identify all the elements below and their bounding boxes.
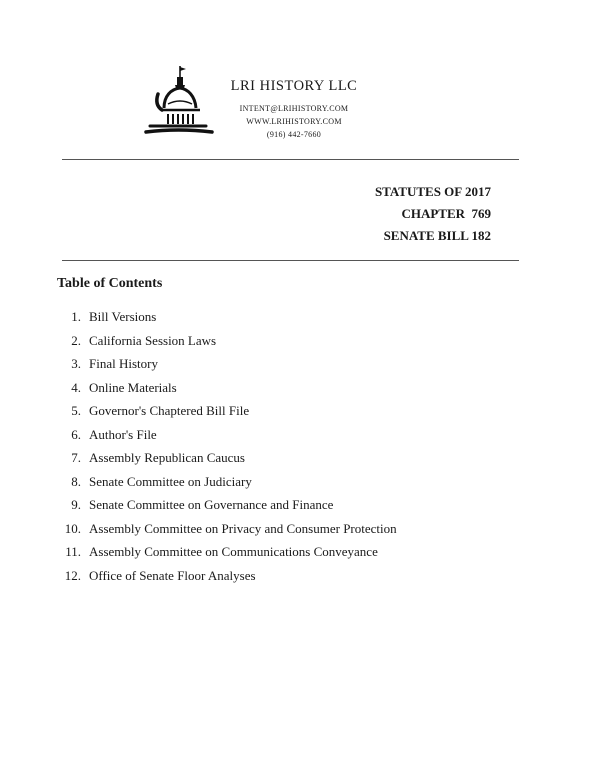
capitol-dome-logo — [142, 64, 214, 138]
toc-item-label: Governor's Chaptered Bill File — [89, 403, 250, 418]
toc-list — [56, 305, 397, 587]
toc-item-number: 8. — [71, 473, 81, 489]
toc-item-label: Final History — [89, 356, 158, 371]
toc-item-label: Online Materials — [89, 379, 177, 395]
statute-year: STATUTES OF 2017 — [374, 184, 491, 199]
toc-item-label: Assembly Committee on Privacy and Consumer Protection — [89, 520, 397, 536]
toc-item-number: 5. — [71, 403, 81, 418]
toc-title: Table of Contents — [57, 276, 163, 291]
bottom-divider — [62, 260, 519, 261]
toc-item[interactable] — [56, 517, 397, 541]
toc-item-label: California Session Laws — [89, 332, 217, 348]
toc-item-number: 4. — [71, 379, 81, 395]
toc-item-label: Senate Committee on Governance and Finance — [89, 497, 334, 512]
toc-item[interactable] — [56, 399, 397, 423]
toc-item-number: 7. — [71, 450, 81, 465]
toc-item-label: Senate Committee on Judiciary — [89, 473, 252, 489]
company-website: WWW.LRIHISTORY.COM — [246, 117, 342, 126]
toc-item-label: Office of Senate Floor Analyses — [89, 567, 256, 583]
toc-item[interactable] — [56, 423, 397, 447]
top-divider — [62, 159, 519, 160]
toc-item-label: Assembly Committee on Communications Conveyance — [89, 544, 378, 559]
toc-item-label: Assembly Republican Caucus — [89, 450, 245, 465]
company-info — [226, 78, 362, 141]
toc-item-number: 11. — [65, 544, 81, 559]
toc-item[interactable] — [56, 352, 397, 376]
toc-item[interactable] — [56, 329, 397, 353]
toc-item-label: Author's File — [89, 426, 157, 442]
toc-item-number: 2. — [71, 332, 81, 348]
toc-item[interactable] — [56, 540, 397, 564]
statute-chapter: CHAPTER 769 — [401, 206, 491, 221]
toc-item[interactable] — [56, 446, 397, 470]
statute-block — [375, 181, 491, 247]
toc-item-number: 1. — [71, 309, 81, 324]
toc-item[interactable] — [56, 470, 397, 494]
company-email: INTENT@LRIHISTORY.COM — [239, 104, 349, 113]
toc-item-number: 12. — [64, 567, 81, 583]
toc-item[interactable] — [56, 564, 397, 588]
toc-item-number: 6. — [71, 426, 81, 442]
company-name: LRI HISTORY LLC — [230, 78, 358, 94]
toc-item-number: 3. — [71, 356, 81, 371]
toc-item-number: 9. — [71, 497, 81, 512]
toc-item[interactable] — [56, 305, 397, 329]
toc-item-label: Bill Versions — [89, 309, 157, 324]
company-phone: (916) 442-7660 — [266, 130, 322, 139]
toc-item[interactable] — [56, 376, 397, 400]
toc-item[interactable] — [56, 493, 397, 517]
statute-bill: SENATE BILL 182 — [383, 228, 491, 243]
toc-item-number: 10. — [64, 520, 81, 536]
